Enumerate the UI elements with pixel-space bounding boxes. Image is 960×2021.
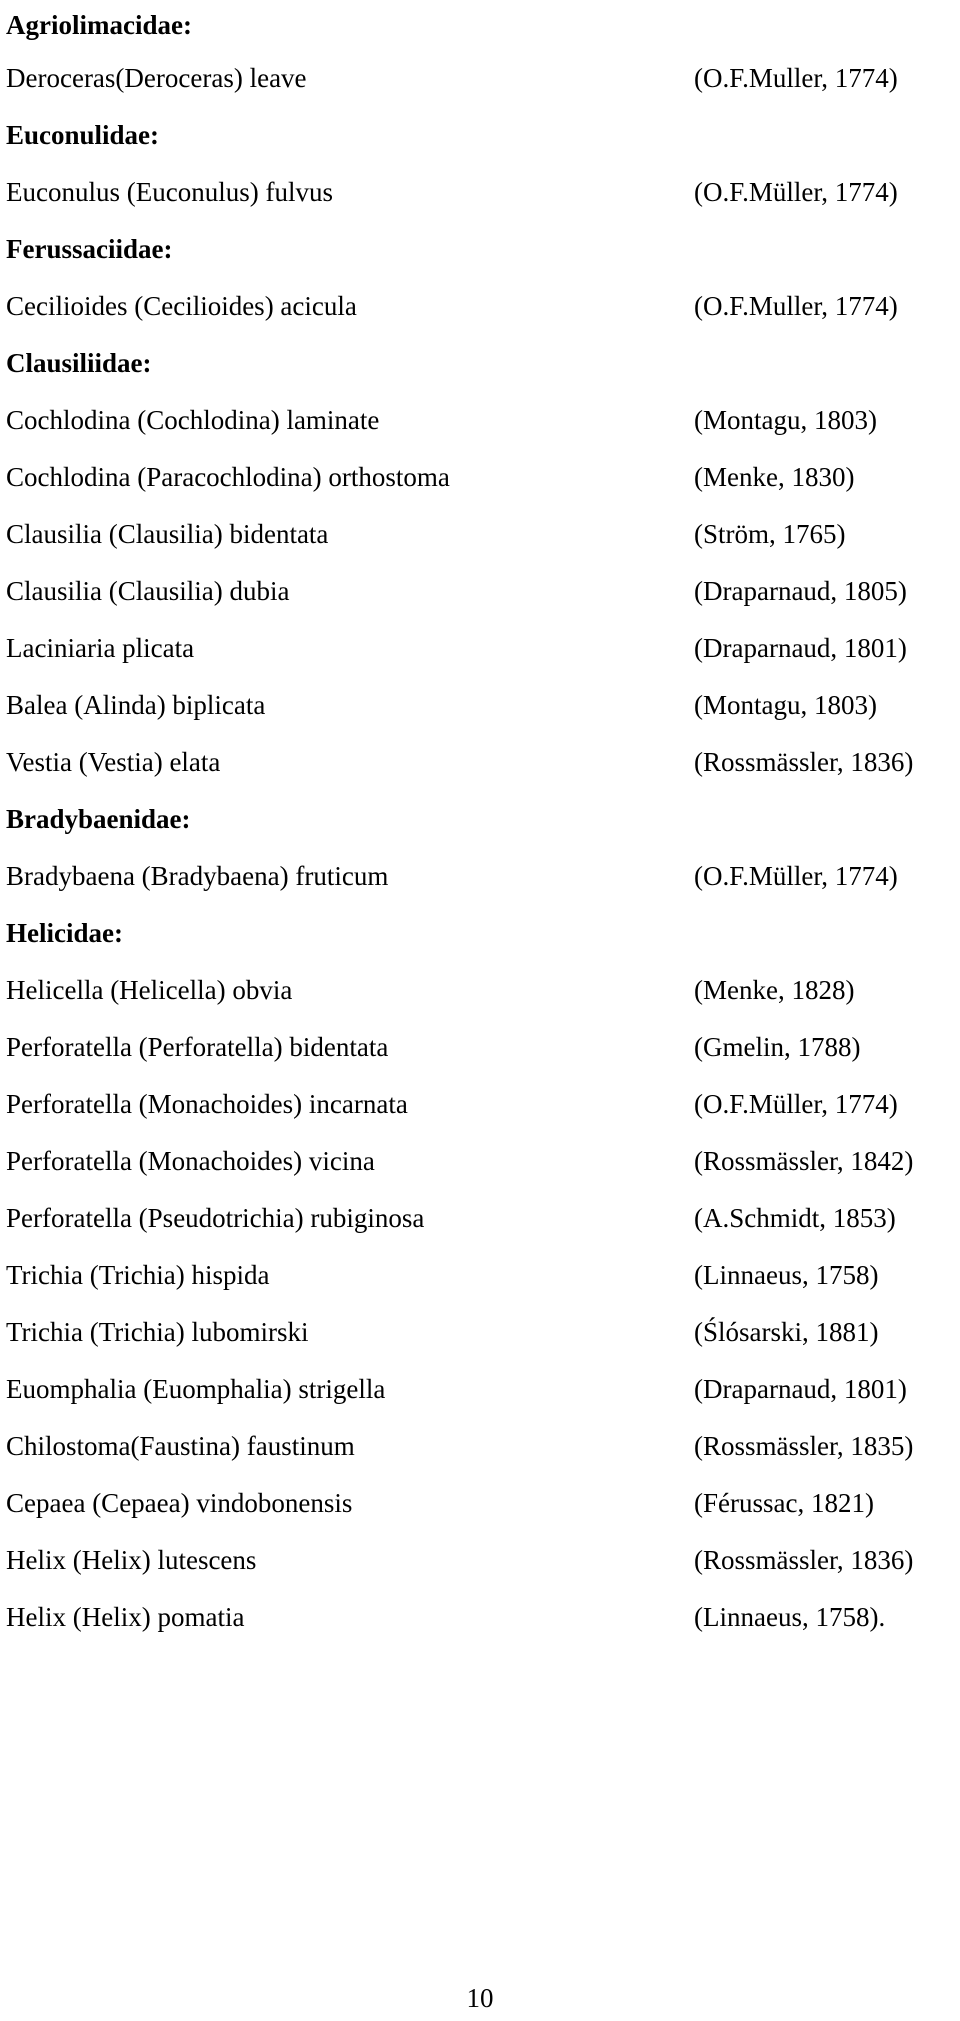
species-row	[6, 278, 956, 335]
species-author: (Férussac, 1821)	[694, 1488, 874, 1518]
species-row	[6, 734, 956, 791]
species-row	[6, 449, 956, 506]
family-name: Ferussaciidae:	[6, 234, 173, 264]
species-name: Cochlodina (Cochlodina) laminate	[6, 405, 380, 435]
species-name: Trichia (Trichia) lubomirski	[6, 1317, 309, 1347]
family-heading	[6, 791, 956, 848]
species-author: (O.F.Muller, 1774)	[694, 291, 898, 321]
species-author: (O.F.Müller, 1774)	[694, 861, 898, 891]
species-row	[6, 1532, 956, 1589]
species-name: Chilostoma(Faustina) faustinum	[6, 1431, 355, 1461]
species-author: (Draparnaud, 1801)	[694, 633, 907, 663]
species-row	[6, 506, 956, 563]
species-author: (O.F.Müller, 1774)	[694, 177, 898, 207]
species-row	[6, 1304, 956, 1361]
species-row	[6, 1076, 956, 1133]
species-author: (Draparnaud, 1801)	[694, 1374, 907, 1404]
species-author: (Menke, 1828)	[694, 975, 855, 1005]
species-author: (Draparnaud, 1805)	[694, 576, 907, 606]
species-name: Laciniaria plicata	[6, 633, 195, 663]
species-author: (Gmelin, 1788)	[694, 1032, 861, 1062]
family-heading	[6, 335, 956, 392]
species-author: (Montagu, 1803)	[694, 690, 877, 720]
species-author: (A.Schmidt, 1853)	[694, 1203, 896, 1233]
species-author: (Ślósarski, 1881)	[694, 1317, 879, 1347]
page-number: 10	[466, 1983, 494, 2013]
species-name: Perforatella (Monachoides) vicina	[6, 1146, 375, 1176]
species-name: Bradybaena (Bradybaena) fruticum	[6, 861, 389, 891]
species-author: (Rossmässler, 1836)	[694, 1545, 914, 1575]
species-name: Clausilia (Clausilia) dubia	[6, 576, 290, 606]
species-row	[6, 677, 956, 734]
species-name: Vestia (Vestia) elata	[6, 747, 221, 777]
species-author: (O.F.Müller, 1774)	[694, 1089, 898, 1119]
species-name: Helix (Helix) lutescens	[6, 1545, 257, 1575]
species-row	[6, 50, 956, 107]
species-name: Clausilia (Clausilia) bidentata	[6, 519, 329, 549]
species-name: Perforatella (Pseudotrichia) rubiginosa	[6, 1203, 425, 1233]
species-list	[6, 0, 956, 1646]
species-row	[6, 392, 956, 449]
species-row	[6, 1589, 956, 1646]
species-name: Deroceras(Deroceras) leave	[6, 63, 307, 93]
species-row	[6, 1475, 956, 1532]
species-row	[6, 1247, 956, 1304]
species-row	[6, 962, 956, 1019]
species-author: (Rossmässler, 1835)	[694, 1431, 914, 1461]
family-heading	[6, 107, 956, 164]
species-author: (Linnaeus, 1758)	[694, 1260, 879, 1290]
species-author: (Menke, 1830)	[694, 462, 855, 492]
species-row	[6, 1361, 956, 1418]
species-name: Euomphalia (Euomphalia) strigella	[6, 1374, 386, 1404]
species-name: Euconulus (Euconulus) fulvus	[6, 177, 333, 207]
species-name: Perforatella (Perforatella) bidentata	[6, 1032, 389, 1062]
species-author: (Montagu, 1803)	[694, 405, 877, 435]
species-name: Balea (Alinda) biplicata	[6, 690, 266, 720]
species-name: Perforatella (Monachoides) incarnata	[6, 1089, 408, 1119]
species-author: (O.F.Muller, 1774)	[694, 63, 898, 93]
family-heading	[6, 905, 956, 962]
species-name: Cepaea (Cepaea) vindobonensis	[6, 1488, 353, 1518]
species-row	[6, 563, 956, 620]
species-row	[6, 1190, 956, 1247]
species-row	[6, 164, 956, 221]
family-name: Bradybaenidae:	[6, 804, 191, 834]
species-author: (Linnaeus, 1758).	[694, 1602, 886, 1632]
species-row	[6, 848, 956, 905]
family-name: Clausiliidae:	[6, 348, 152, 378]
family-name: Euconulidae:	[6, 120, 160, 150]
species-name: Helix (Helix) pomatia	[6, 1602, 245, 1632]
species-author: (Ström, 1765)	[694, 519, 846, 549]
family-name: Helicidae:	[6, 918, 123, 948]
family-heading	[6, 221, 956, 278]
family-name: Agriolimacidae:	[6, 10, 192, 40]
species-row	[6, 620, 956, 677]
species-row	[6, 1418, 956, 1475]
family-heading	[6, 0, 956, 50]
species-row	[6, 1019, 956, 1076]
species-name: Helicella (Helicella) obvia	[6, 975, 293, 1005]
species-author: (Rossmässler, 1842)	[694, 1146, 914, 1176]
species-row	[6, 1133, 956, 1190]
species-name: Trichia (Trichia) hispida	[6, 1260, 270, 1290]
species-name: Cochlodina (Paracochlodina) orthostoma	[6, 462, 450, 492]
species-name: Cecilioides (Cecilioides) acicula	[6, 291, 357, 321]
species-author: (Rossmässler, 1836)	[694, 747, 914, 777]
